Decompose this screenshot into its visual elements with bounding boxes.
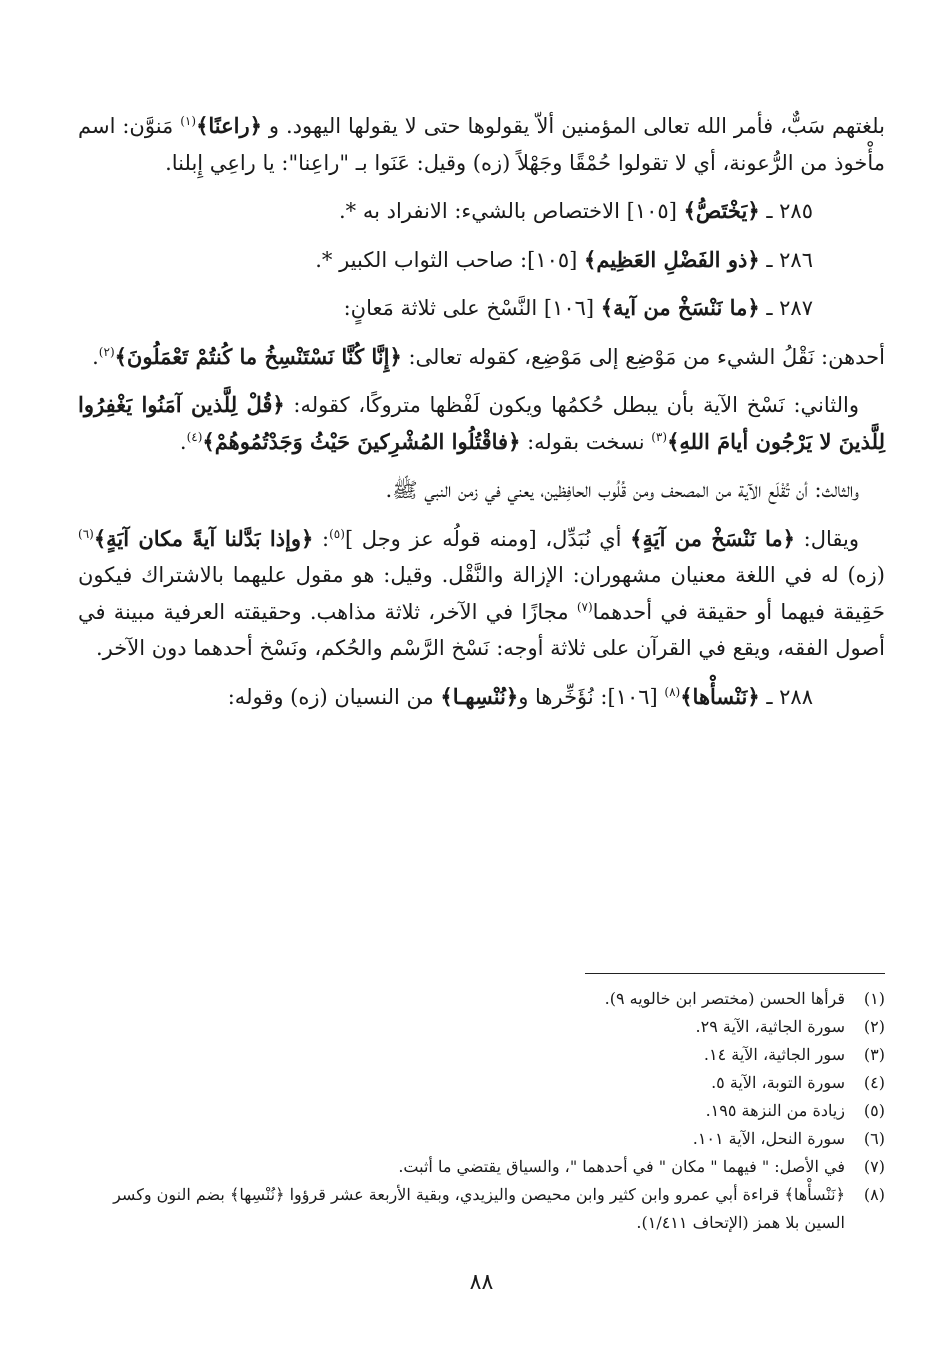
footnote-text: في الأصل: " فيهما " مكان " في أحدهما "، والسياق يقتضي ما أثبت. xyxy=(398,1157,845,1176)
paragraph-p8 xyxy=(78,521,885,667)
paragraph-p6 xyxy=(78,387,885,460)
footnote-item xyxy=(78,1153,885,1181)
footnote-text: ﴿نَنْسأْها﴾ قراءة أبي عمرو وابن كثير وابن محيصن واليزيدي، وبقية الأربعة عشر قرؤوا ﴿نُنْسِها﴾ بضم النون وكسر السين بلا همز (الإتحاف ١/٤١١). xyxy=(113,1185,845,1232)
footnote-text: قرأها الحسن (مختصر ابن خالويه ٩). xyxy=(604,989,845,1008)
text-run: (زه) له في اللغة معنيان مشهوران: الإزالة والنَّقْل. وقيل: هو مقول عليهما بالاشتراك فيكون حَقِيقة فيهما أو حقيقة في أحدهما xyxy=(78,563,885,624)
quran-quote: ﴿نُنْسِهـا﴾ xyxy=(440,683,519,709)
footnote-number: (٥) xyxy=(863,1101,885,1120)
footnote-ref: (٧) xyxy=(576,599,593,614)
footnote-item xyxy=(78,985,885,1013)
text-run: ٢٨٧ ـ xyxy=(759,296,813,320)
quran-quote: ﴿راعنًا﴾ xyxy=(196,113,262,138)
text-run: [١٠٥]: صاحب الثواب الكبير *. xyxy=(315,247,585,272)
text-run: مَنوَّن: اسم مأْخوذ من الرُّعونة، أي لا تقولوا حُمْقًا وجَهْلاً (زه) وقيل: عَنَوا بـ "راعِنا": يا راعِي إِبلنا. xyxy=(78,114,885,175)
page-number: ٨٨ xyxy=(469,1270,494,1295)
footnote-ref: (١) xyxy=(180,114,197,128)
text-run: : xyxy=(313,526,330,551)
text-run: أحدهن: نَقْلُ الشيء من مَوْضِع إلى مَوْضِع، كقوله تعالى: xyxy=(401,344,885,369)
footnote-number: (٨) xyxy=(863,1185,885,1204)
paragraph-p1 xyxy=(78,108,885,181)
quran-quote: ﴿إِنَّا كُنَّا نَسْتَنْسِخُ ما كُنتُمْ تَعْمَلُونَ﴾ xyxy=(114,343,402,369)
quran-quote: ﴿ما نَنْسَخْ من آيَةٍ﴾ xyxy=(630,525,795,551)
footnotes xyxy=(78,985,885,1237)
text-run: [١٠٦] النَّسْخ على ثلاثة مَعانٍ: xyxy=(343,296,601,320)
footnote-text: سور الجاثية، الآية ١٤. xyxy=(703,1045,845,1064)
main-text xyxy=(78,108,885,727)
quran-quote: ﴿ما نَنْسَخْ من آية﴾ xyxy=(600,295,760,320)
text-run: من النسيان (زه) وقوله: xyxy=(227,684,441,709)
paragraph-p4 xyxy=(78,290,885,327)
footnote-text: زيادة من النزهة ١٩٥. xyxy=(705,1101,845,1120)
footnote-number: (٢) xyxy=(863,1017,885,1036)
text-run: والثالث: أن تُقْلَع الآية من المصحف ومن قُلُوب الحافِظين، يعني في زمن النبي ﷺ. xyxy=(385,478,859,502)
text-run: بلغتهم سَبٌّ، فأمر الله تعالى المؤمنين ألاّ يقولوها حتى لا يقولها اليهود. و xyxy=(261,114,885,138)
paragraph-p9 xyxy=(78,679,885,716)
quran-quote: ﴿قُلْ لِلَّذين آمَنُوا يَغْفِرُوا لِلَّذينَ لا يَرْجُون أيامَ اللهِ﴾ xyxy=(78,392,885,454)
footnote-text: سورة الجاثية، الآية ٢٩. xyxy=(695,1017,845,1036)
footnote-ref: (٦) xyxy=(78,526,94,541)
quran-quote: ﴿فاقْتُلُوا المُشْرِكينَ حَيْثُ وَجَدْتُمُوهُمْ﴾ xyxy=(202,428,521,454)
footnote-text: سورة النحل، الآية ١٠١. xyxy=(692,1129,845,1148)
footnote-ref: (٨) xyxy=(664,684,681,699)
footnote-ref: (٢) xyxy=(98,344,115,359)
footnote-item xyxy=(78,1181,885,1237)
footnote-divider xyxy=(585,973,885,974)
text-run: . xyxy=(179,429,187,454)
text-run: [١٠٦]: نُؤَخِّرها و xyxy=(518,684,665,709)
text-run: نسخت بقوله: xyxy=(520,429,652,454)
paragraph-p7 xyxy=(78,472,885,509)
footnote-number: (٦) xyxy=(863,1129,885,1148)
paragraph-p5 xyxy=(78,339,885,376)
footnote-number: (١) xyxy=(863,989,885,1008)
text-run: مجازًا في الآخر، ثلاثة مذاهب. وحقيقته العرفية مبينة في أصول الفقه، ويقع في القرآن على ثلاثة أوجه: نَسْخ الرَّسْم والحُكم، ونَسْخ أحدهما دون الآخر. xyxy=(78,599,885,660)
quran-quote: ﴿وإذا بَدَّلنا آيةً مكان آيَةٍ﴾ xyxy=(93,525,314,551)
footnote-ref: (٥) xyxy=(329,526,345,541)
book-page xyxy=(78,0,885,1371)
text-run: ٢٨٦ ـ xyxy=(759,247,813,272)
footnote-item xyxy=(78,1125,885,1153)
footnote-ref: (٤) xyxy=(186,429,203,444)
text-run: [١٠٥] الاختصاص بالشيء: الانفراد به *. xyxy=(338,199,684,223)
footnote-text: سورة التوبة، الآية ٥. xyxy=(711,1073,845,1092)
footnote-number: (٤) xyxy=(863,1073,885,1092)
text-run: والثاني: نَسْخ الآية بأن يبطل حُكمُها ويكون لَفْظها متروكًا، كقوله: xyxy=(284,393,859,417)
footnote-ref: (٣) xyxy=(651,429,668,444)
footnote-number: (٧) xyxy=(863,1157,885,1176)
footnote-item xyxy=(78,1041,885,1069)
paragraph-p3 xyxy=(78,242,885,279)
footnote-item xyxy=(78,1069,885,1097)
footnote-item xyxy=(78,1097,885,1125)
footnote-item xyxy=(78,1013,885,1041)
text-run: ٢٨٥ ـ xyxy=(759,199,813,223)
paragraph-p2 xyxy=(78,193,885,230)
text-run: . xyxy=(92,344,99,369)
quran-quote: ﴿ذو الفَضْلِ العَظِيم﴾ xyxy=(584,246,760,272)
text-run: ويقال: xyxy=(794,526,859,551)
quran-quote: ﴿نَنْسأْها﴾ xyxy=(680,683,760,709)
quran-quote: ﴿يَخْتَصُّ﴾ xyxy=(683,198,760,223)
text-run: ٢٨٨ ـ xyxy=(759,684,813,709)
text-run: أي نُبَدِّل، [ومنه قولُه عز وجل ] xyxy=(344,526,631,551)
footnote-number: (٣) xyxy=(863,1045,885,1064)
